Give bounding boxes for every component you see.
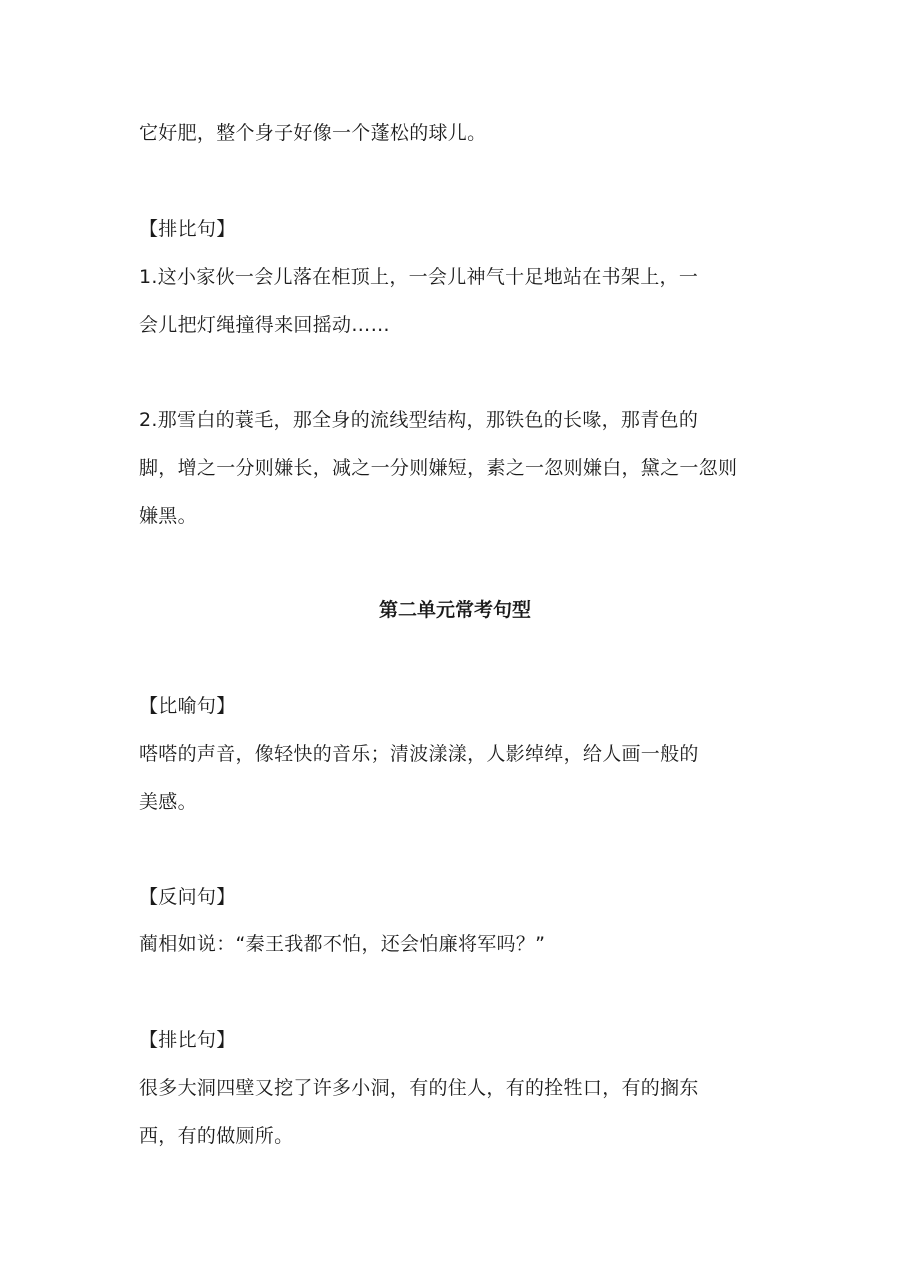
body-text-line: 脚，增之一分则嫌长，减之一分则嫌短，素之一忽则嫌白，黛之一忽则 <box>139 457 738 479</box>
section-label-parallelism: 【排比句】 <box>139 1029 236 1051</box>
body-text-line: 很多大洞四壁又挖了许多小洞，有的住人，有的拴牲口，有的搁东 <box>139 1077 699 1099</box>
body-text-line: 嫌黑。 <box>139 505 197 527</box>
section-label-rhetorical: 【反问句】 <box>139 886 236 908</box>
body-text-line: 1.这小家伙一会儿落在柜顶上，一会儿神气十足地站在书架上，一 <box>139 266 699 288</box>
body-text-line: 美感。 <box>139 791 197 813</box>
body-text-line: 会儿把灯绳撞得来回摇动…… <box>139 314 390 336</box>
section-label-metaphor: 【比喻句】 <box>139 695 236 717</box>
body-text-line: 蔺相如说：“秦王我都不怕，还会怕廉将军吗？” <box>139 933 546 955</box>
section-label-parallelism: 【排比句】 <box>139 218 236 240</box>
unit-title: 第二单元常考句型 <box>378 599 531 621</box>
body-text-line: 2.那雪白的蓑毛，那全身的流线型结构，那铁色的长喙，那青色的 <box>139 409 699 431</box>
body-text-line: 它好肥，整个身子好像一个蓬松的球儿。 <box>139 122 487 144</box>
body-text-line: 西，有的做厕所。 <box>139 1125 294 1147</box>
body-text-line: 嗒嗒的声音，像轻快的音乐；清波漾漾，人影绰绰，给人画一般的 <box>139 743 699 765</box>
